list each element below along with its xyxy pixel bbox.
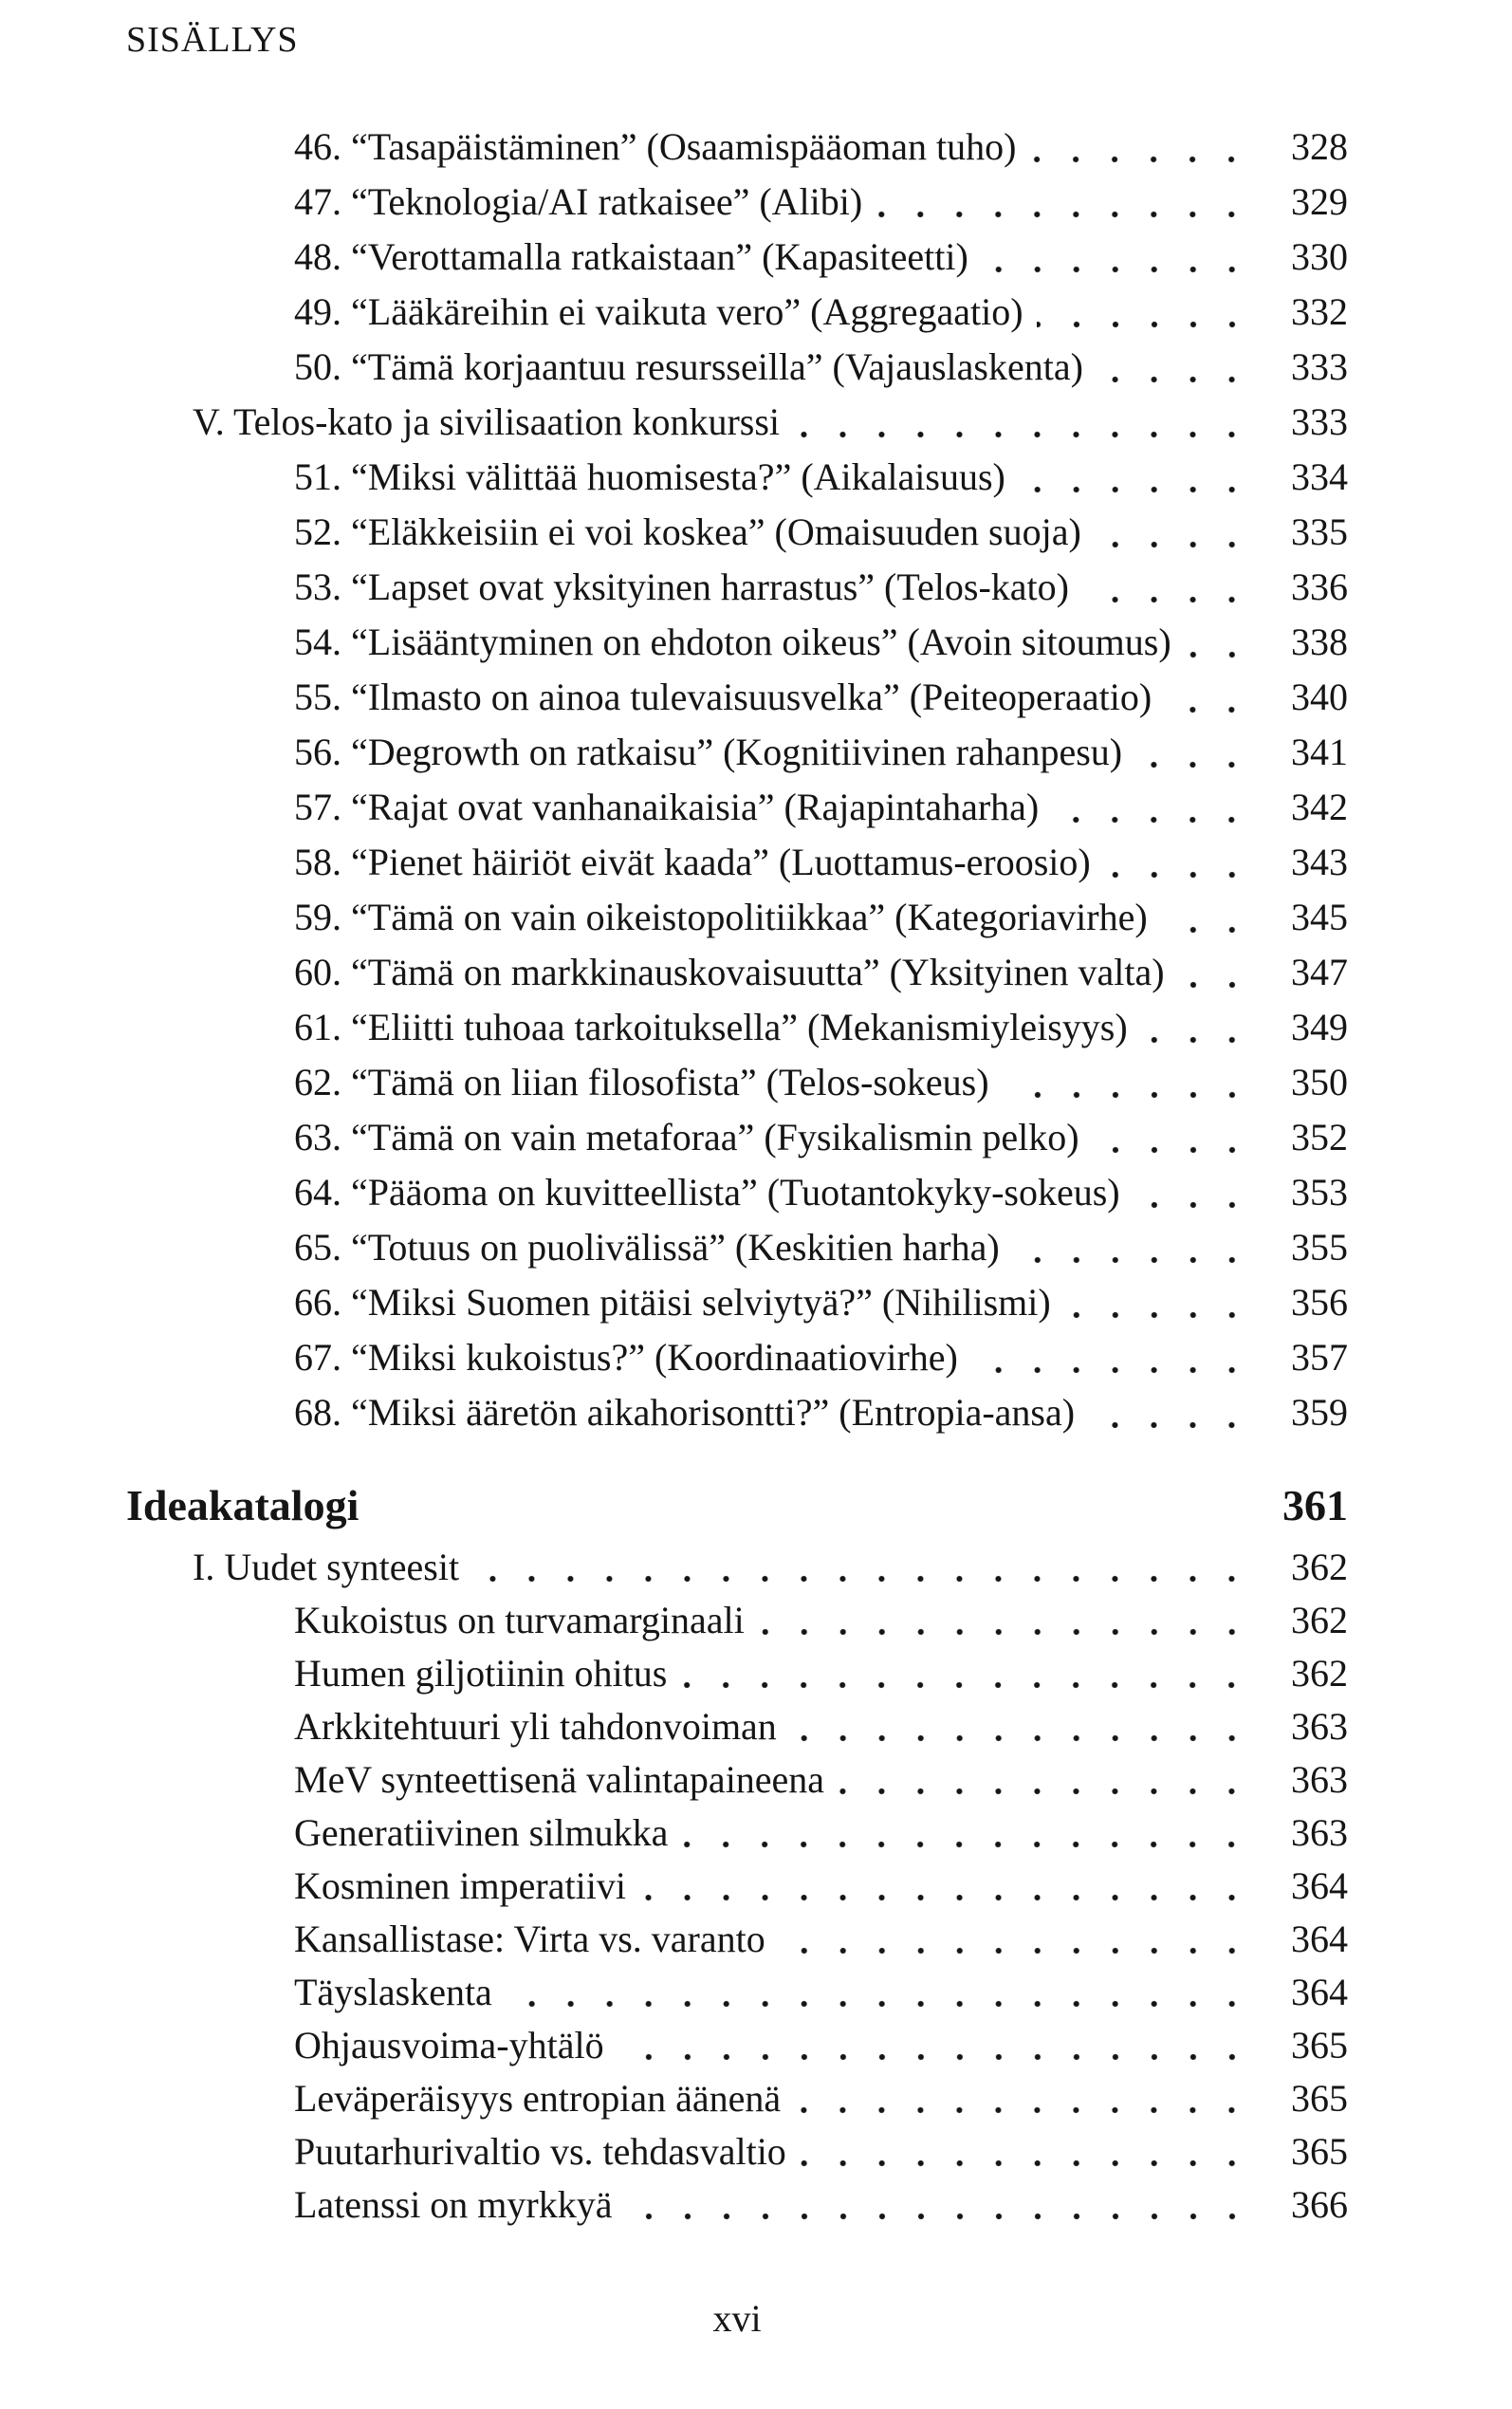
toc-entry-page-number: 357 [1291, 1336, 1348, 1379]
toc-entry-text: 50. “Tämä korjaantuu resursseilla” (Vajauslaskenta) [294, 345, 1083, 388]
toc-entry-text: 48. “Verottamalla ratkaistaan” (Kapasiteetti) [294, 235, 968, 278]
toc-entry-text: 49. “Lääkäreihin ei vaikuta vero” (Aggregaatio) [294, 290, 1023, 333]
toc-entry-page-number: 363 [1291, 1705, 1348, 1748]
dot-leader [1019, 450, 1253, 505]
dot-leader [1178, 945, 1253, 1000]
toc-entry-page-number: 365 [1291, 2077, 1348, 2120]
dot-leader [680, 1647, 1253, 1700]
toc-entry-page-number: 359 [1291, 1391, 1348, 1434]
toc-entry-text: 56. “Degrowth on ratkaisu” (Kognitiivinen rahanpesu) [294, 731, 1123, 773]
toc-entry-row [126, 1471, 1348, 1541]
dot-leader [876, 175, 1253, 230]
toc-entry-row [126, 560, 1348, 615]
page-number-footer: xvi [712, 2297, 762, 2340]
dot-leader [639, 1860, 1253, 1913]
dot-leader [1161, 890, 1253, 945]
toc-entry-text: Ideakatalogi [126, 1481, 360, 1529]
dot-leader [1135, 725, 1253, 780]
dot-leader [1037, 285, 1253, 340]
toc-entry-row [126, 2178, 1348, 2232]
toc-entry-text: 62. “Tämä on liian filosofista” (Telos-sokeus) [294, 1061, 989, 1103]
toc-entry-row [126, 1647, 1348, 1700]
dot-leader [1029, 120, 1253, 175]
toc-entry-page-number: 332 [1291, 290, 1348, 333]
toc-entry-page-number: 361 [1282, 1481, 1348, 1529]
toc-entry-page-number: 356 [1291, 1281, 1348, 1324]
dot-leader [1134, 1165, 1253, 1220]
dot-leader [506, 1966, 1253, 2019]
toc-entry-text: I. Uudet synteesit [193, 1546, 460, 1588]
toc-entry-text: Leväperäisyys entropian äänenä [294, 2077, 782, 2120]
toc-entry-page-number: 336 [1291, 565, 1348, 608]
toc-entry-text: V. Telos-kato ja sivilisaation konkurssi [193, 400, 781, 443]
toc-entry-page-number: 338 [1291, 621, 1348, 663]
toc-entry-text: 47. “Teknologia/AI ratkaisee” (Alibi) [294, 180, 863, 223]
toc-entry-row [126, 725, 1348, 780]
toc-entry-text: Humen giljotiinin ohitus [294, 1652, 668, 1695]
toc-entry-text: 51. “Miksi välittää huomisesta?” (Aikalaisuus) [294, 455, 1005, 498]
toc-entry-row [126, 835, 1348, 890]
toc-entry-row [126, 120, 1348, 175]
toc-entry-page-number: 342 [1291, 786, 1348, 828]
toc-entry-row [126, 1700, 1348, 1753]
toc-entry-text: Latenssi on myrkkyä [294, 2183, 613, 2226]
toc-entry-row [126, 1541, 1348, 1594]
dot-leader [1003, 1055, 1253, 1110]
toc-entry-page-number: 362 [1291, 1546, 1348, 1588]
contents-header: SISÄLLYS [126, 20, 299, 60]
dot-leader [982, 230, 1253, 285]
toc-entry-row [126, 1330, 1348, 1385]
dot-leader [681, 1807, 1253, 1860]
toc-entry-text: Puutarhurivaltio vs. tehdasvaltio [294, 2130, 786, 2173]
toc-entry-page-number: 353 [1291, 1171, 1348, 1214]
toc-entry-page-number: 334 [1291, 455, 1348, 498]
toc-entry-page-number: 364 [1291, 1971, 1348, 2013]
toc-entry-page-number: 340 [1291, 676, 1348, 718]
dot-leader [372, 1471, 1253, 1541]
dot-leader [971, 1330, 1253, 1385]
toc-entry-text: 65. “Totuus on puolivälissä” (Keskitien harha) [294, 1226, 1000, 1269]
toc-entry-row [126, 1753, 1348, 1807]
toc-entry-page-number: 341 [1291, 731, 1348, 773]
toc-entry-row [126, 945, 1348, 1000]
toc-entry-text: Ohjausvoima-yhtälö [294, 2024, 604, 2066]
toc-section-main [126, 120, 1348, 1440]
dot-leader [1185, 615, 1253, 670]
toc-entry-text: 68. “Miksi ääretön aikahorisontti?” (Entropia-ansa) [294, 1391, 1076, 1434]
toc-entry-row [126, 1275, 1348, 1330]
toc-entry-row [126, 615, 1348, 670]
dot-leader [472, 1541, 1253, 1594]
dot-leader [793, 395, 1253, 450]
toc-entry-text: 59. “Tämä on vain oikeistopolitiikkaa” (Kategoriavirhe) [294, 896, 1148, 938]
dot-leader [838, 1753, 1253, 1807]
dot-leader [794, 2072, 1253, 2125]
dot-leader [1165, 670, 1253, 725]
toc-entry-page-number: 333 [1291, 345, 1348, 388]
toc-entry-row [126, 1000, 1348, 1055]
toc-entry-text: 67. “Miksi kukoistus?” (Koordinaatiovirhe) [294, 1336, 958, 1379]
toc-entry-row [126, 2019, 1348, 2072]
toc-entry-text: 58. “Pienet häiriöt eivät kaada” (Luottamus-eroosio) [294, 841, 1091, 883]
toc-entry-page-number: 352 [1291, 1116, 1348, 1158]
toc-entry-text: Generatiivinen silmukka [294, 1811, 669, 1854]
toc-entry-text: 46. “Tasapäistäminen” (Osaamispääoman tuho) [294, 125, 1017, 168]
toc-entry-page-number: 349 [1291, 1006, 1348, 1048]
dot-leader [1088, 1385, 1253, 1440]
toc-entry-row [126, 1807, 1348, 1860]
dot-leader [1104, 835, 1253, 890]
dot-leader [1093, 1110, 1253, 1165]
toc-entry-text: MeV synteettisenä valintapaineena [294, 1758, 825, 1801]
toc-entry-row [126, 780, 1348, 835]
toc-entry-text: Kosminen imperatiivi [294, 1864, 626, 1907]
dot-leader [1052, 780, 1253, 835]
toc-entry-row [126, 1913, 1348, 1966]
toc-entry-row [126, 395, 1348, 450]
toc-entry-page-number: 365 [1291, 2130, 1348, 2173]
toc-entry-row [126, 1220, 1348, 1275]
toc-entry-page-number: 347 [1291, 951, 1348, 993]
toc-entry-page-number: 330 [1291, 235, 1348, 278]
toc-entry-page-number: 363 [1291, 1758, 1348, 1801]
toc-entry-text: 53. “Lapset ovat yksityinen harrastus” (Telos-kato) [294, 565, 1069, 608]
toc-entry-page-number: 335 [1291, 510, 1348, 553]
toc-entry-page-number: 350 [1291, 1061, 1348, 1103]
toc-entry-row [126, 670, 1348, 725]
toc-entry-row [126, 2125, 1348, 2178]
toc-entry-text: 54. “Lisääntyminen on ehdoton oikeus” (Avoin sitoumus) [294, 621, 1171, 663]
toc-entry-text: Kansallistase: Virta vs. varanto [294, 1918, 765, 1960]
toc-entry-text: 60. “Tämä on markkinauskovaisuutta” (Yksityinen valta) [294, 951, 1165, 993]
dot-leader [1082, 560, 1253, 615]
toc-entry-page-number: 366 [1291, 2183, 1348, 2226]
toc-entry-page-number: 363 [1291, 1811, 1348, 1854]
toc-entry-row [126, 230, 1348, 285]
toc-entry-page-number: 333 [1291, 400, 1348, 443]
toc-entry-text: Kukoistus on turvamarginaali [294, 1599, 745, 1641]
toc-entry-page-number: 355 [1291, 1226, 1348, 1269]
dot-leader [1141, 1000, 1253, 1055]
toc-entry-row [126, 1165, 1348, 1220]
toc-entry-row [126, 285, 1348, 340]
toc-entry-text: 55. “Ilmasto on ainoa tulevaisuusvelka” (Peiteoperaatio) [294, 676, 1152, 718]
toc-entry-page-number: 362 [1291, 1652, 1348, 1695]
toc-entry-text: 63. “Tämä on vain metaforaa” (Fysikalismin pelko) [294, 1116, 1079, 1158]
toc-entry-text: 52. “Eläkkeisiin ei voi koskea” (Omaisuuden suoja) [294, 510, 1081, 553]
toc-entry-row [126, 1966, 1348, 2019]
dot-leader [790, 1700, 1253, 1753]
toc-entry-row [126, 505, 1348, 560]
toc-entry-page-number: 345 [1291, 896, 1348, 938]
toc-entry-row [126, 1594, 1348, 1647]
page-content [126, 0, 1348, 2232]
toc-entry-row [126, 340, 1348, 395]
dot-leader [1097, 340, 1253, 395]
toc-entry-page-number: 365 [1291, 2024, 1348, 2066]
toc-entry-page-number: 329 [1291, 180, 1348, 223]
toc-entry-page-number: 364 [1291, 1864, 1348, 1907]
toc-entry-row [126, 1385, 1348, 1440]
toc-entry-row [126, 890, 1348, 945]
dot-leader [800, 2125, 1253, 2178]
dot-leader [626, 2178, 1254, 2232]
toc-entry-row [126, 175, 1348, 230]
toc-entry-text: Arkkitehtuuri yli tahdonvoiman [294, 1705, 777, 1748]
toc-entry-text: 64. “Pääoma on kuvitteellista” (Tuotantokyky-sokeus) [294, 1171, 1120, 1214]
toc-entry-row [126, 2072, 1348, 2125]
toc-entry-row [126, 1055, 1348, 1110]
toc-section-ideakatalogi [126, 1471, 1348, 2232]
toc-entry-row [126, 450, 1348, 505]
dot-leader [1095, 505, 1253, 560]
toc-entry-text: Täyslaskenta [294, 1971, 492, 2013]
toc-entry-text: 61. “Eliitti tuhoaa tarkoituksella” (Mekanismiyleisyys) [294, 1006, 1128, 1048]
toc-entry-text: 57. “Rajat ovat vanhanaikaisia” (Rajapintaharha) [294, 786, 1040, 828]
toc-entry-page-number: 364 [1291, 1918, 1348, 1960]
toc-entry-row [126, 1110, 1348, 1165]
dot-leader [618, 2019, 1253, 2072]
dot-leader [779, 1913, 1253, 1966]
toc-entry-page-number: 362 [1291, 1599, 1348, 1641]
toc-entry-row [126, 1860, 1348, 1913]
dot-leader [1064, 1275, 1253, 1330]
dot-leader [758, 1594, 1253, 1647]
dot-leader [1013, 1220, 1253, 1275]
toc-entry-page-number: 328 [1291, 125, 1348, 168]
toc-entry-page-number: 343 [1291, 841, 1348, 883]
toc-entry-text: 66. “Miksi Suomen pitäisi selviytyä?” (Nihilismi) [294, 1281, 1051, 1324]
